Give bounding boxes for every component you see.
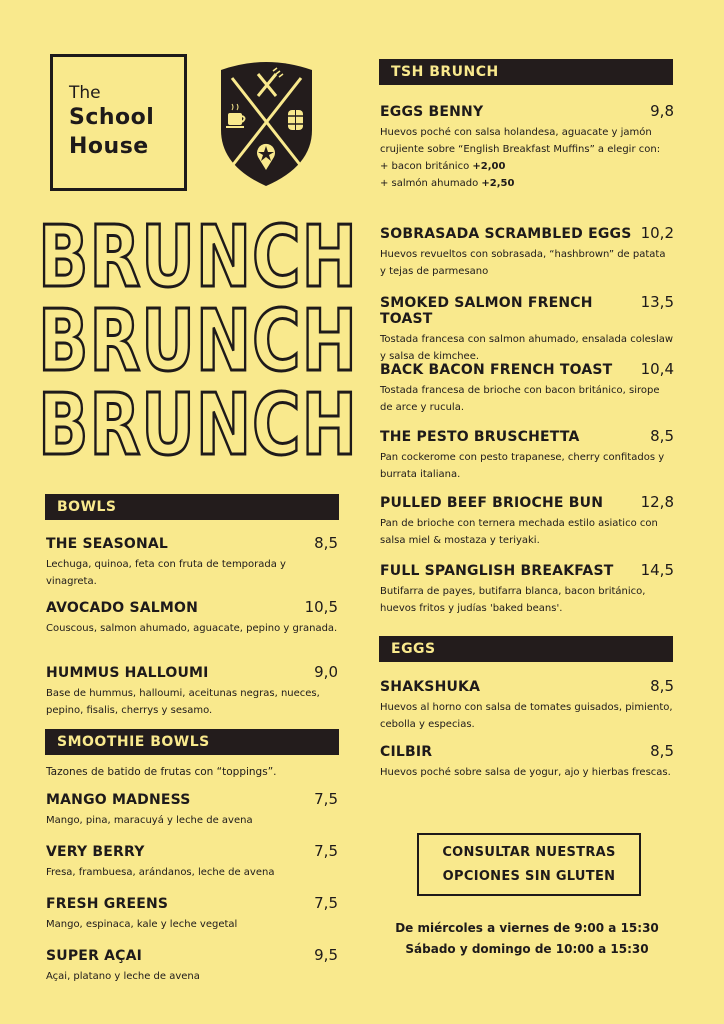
tsh-brunch-section-header: TSH BRUNCH	[379, 59, 673, 85]
opening-hours	[380, 918, 674, 960]
menu-item	[380, 561, 674, 617]
item-name: FRESH GREENS	[46, 896, 169, 912]
item-price: 9,8	[650, 102, 674, 120]
hours-weekday: De miércoles a viernes de 9:00 a 15:30	[395, 921, 659, 935]
item-description: Pan cockerome con pesto trapanese, cherry confitados y burrata italiana.	[380, 452, 665, 480]
item-description: Açai, platano y leche de avena	[46, 971, 200, 982]
item-price: 8,5	[650, 742, 674, 760]
menu-item	[380, 493, 674, 549]
item-description: Lechuga, quinoa, feta con fruta de temporada y vinagreta.	[46, 559, 286, 587]
menu-item	[46, 946, 338, 985]
menu-item	[46, 894, 338, 933]
item-name: MANGO MADNESS	[46, 792, 191, 808]
gluten-line-2: OPCIONES SIN GLUTEN	[442, 869, 616, 884]
item-name: BACK BACON FRENCH TOAST	[380, 362, 613, 378]
menu-item	[46, 663, 338, 719]
brunch-headline	[38, 208, 358, 475]
item-price: 10,4	[640, 360, 674, 378]
item-name: SUPER AÇAI	[46, 948, 143, 964]
item-price: 10,2	[640, 224, 674, 242]
item-name: SHAKSHUKA	[380, 679, 481, 695]
barrel-icon	[288, 110, 303, 130]
item-name: AVOCADO SALMON	[46, 600, 199, 616]
menu-item	[380, 293, 674, 365]
item-price: 12,8	[640, 493, 674, 511]
eggs-section-header: EGGS	[379, 636, 673, 662]
school-house-logo	[50, 54, 187, 191]
item-name: VERY BERRY	[46, 844, 145, 860]
brunch-word: BRUNCH	[38, 208, 358, 307]
option-price: +2,00	[472, 161, 506, 172]
item-name: SOBRASADA SCRAMBLED EGGS	[380, 226, 632, 242]
item-price: 9,5	[314, 946, 338, 964]
item-name: HUMMUS HALLOUMI	[46, 665, 209, 681]
logo-school: School	[69, 105, 155, 130]
item-price: 8,5	[650, 427, 674, 445]
brunch-word: BRUNCH	[38, 292, 358, 391]
menu-item	[46, 534, 338, 590]
shield-icon	[218, 58, 315, 188]
item-price: 7,5	[314, 790, 338, 808]
item-price: 8,5	[314, 534, 338, 552]
item-price: 7,5	[314, 842, 338, 860]
item-option	[380, 158, 674, 175]
menu-item	[380, 102, 674, 192]
item-name: CILBIR	[380, 744, 433, 760]
logo-house: House	[69, 134, 149, 159]
item-description: Huevos revueltos con sobrasada, “hashbrown” de patata y tejas de parmesano	[380, 249, 666, 277]
smoothie-section-header: SMOOTHIE BOWLS	[45, 729, 339, 755]
gluten-line-1: CONSULTAR NUESTRAS	[442, 845, 616, 860]
brunch-word: BRUNCH	[38, 376, 358, 475]
item-price: 13,5	[640, 293, 674, 311]
logo-the: The	[69, 83, 101, 103]
menu-item	[46, 790, 338, 829]
item-price: 10,5	[304, 598, 338, 616]
item-description: Fresa, frambuesa, arándanos, leche de avena	[46, 867, 275, 878]
item-price: 14,5	[640, 561, 674, 579]
menu-item	[380, 742, 674, 781]
item-description: Huevos poché con salsa holandesa, aguacate y jamón crujiente sobre “English Breakfast Muffins” a elegir con:	[380, 127, 661, 155]
item-description: Mango, pina, maracuyá y leche de avena	[46, 815, 253, 826]
menu-item	[380, 360, 674, 416]
item-price: 9,0	[314, 663, 338, 681]
menu-item	[380, 427, 674, 483]
menu-item	[380, 677, 674, 733]
smoothie-intro: Tazones de batido de frutas con “toppings”.	[46, 766, 277, 778]
item-name: THE PESTO BRUSCHETTA	[380, 429, 580, 445]
item-price: 7,5	[314, 894, 338, 912]
item-price: 8,5	[650, 677, 674, 695]
item-description: Huevos poché sobre salsa de yogur, ajo y hierbas frescas.	[380, 767, 671, 778]
item-name: FULL SPANGLISH BREAKFAST	[380, 563, 614, 579]
option-label: + salmón ahumado	[380, 178, 479, 189]
item-description: Tostada francesa de brioche con bacon británico, sirope de arce y rucula.	[380, 385, 660, 413]
item-description: Couscous, salmon ahumado, aguacate, pepino y granada.	[46, 623, 338, 634]
option-price: +2,50	[481, 178, 515, 189]
menu-item	[46, 842, 338, 881]
item-option	[380, 175, 674, 192]
item-description: Mango, espinaca, kale y leche vegetal	[46, 919, 238, 930]
item-name: PULLED BEEF BRIOCHE BUN	[380, 495, 604, 511]
item-description: Huevos al horno con salsa de tomates guisados, pimiento, cebolla y especias.	[380, 702, 673, 730]
menu-item	[380, 224, 674, 280]
item-name: EGGS BENNY	[380, 104, 484, 120]
item-description: Base de hummus, halloumi, aceitunas negras, nueces, pepino, fisalis, cherrys y sesamo.	[46, 688, 320, 716]
item-description: Pan de brioche con ternera mechada estilo asiatico con salsa miel & mostaza y teriyaki.	[380, 518, 658, 546]
item-name: SMOKED SALMON FRENCH TOAST	[380, 295, 593, 327]
item-description: Butifarra de payes, butifarra blanca, bacon británico, huevos fritos y judías 'baked beans'.	[380, 586, 646, 614]
gluten-free-notice	[417, 833, 641, 896]
item-name: THE SEASONAL	[46, 536, 169, 552]
menu-item	[46, 598, 338, 637]
hours-weekend: Sábado y domingo de 10:00 a 15:30	[405, 942, 649, 956]
option-label: + bacon británico	[380, 161, 470, 172]
bowls-section-header: BOWLS	[45, 494, 339, 520]
item-description: Tostada francesa con salmon ahumado, ensalada coleslaw y salsa de kimchee.	[380, 334, 674, 362]
